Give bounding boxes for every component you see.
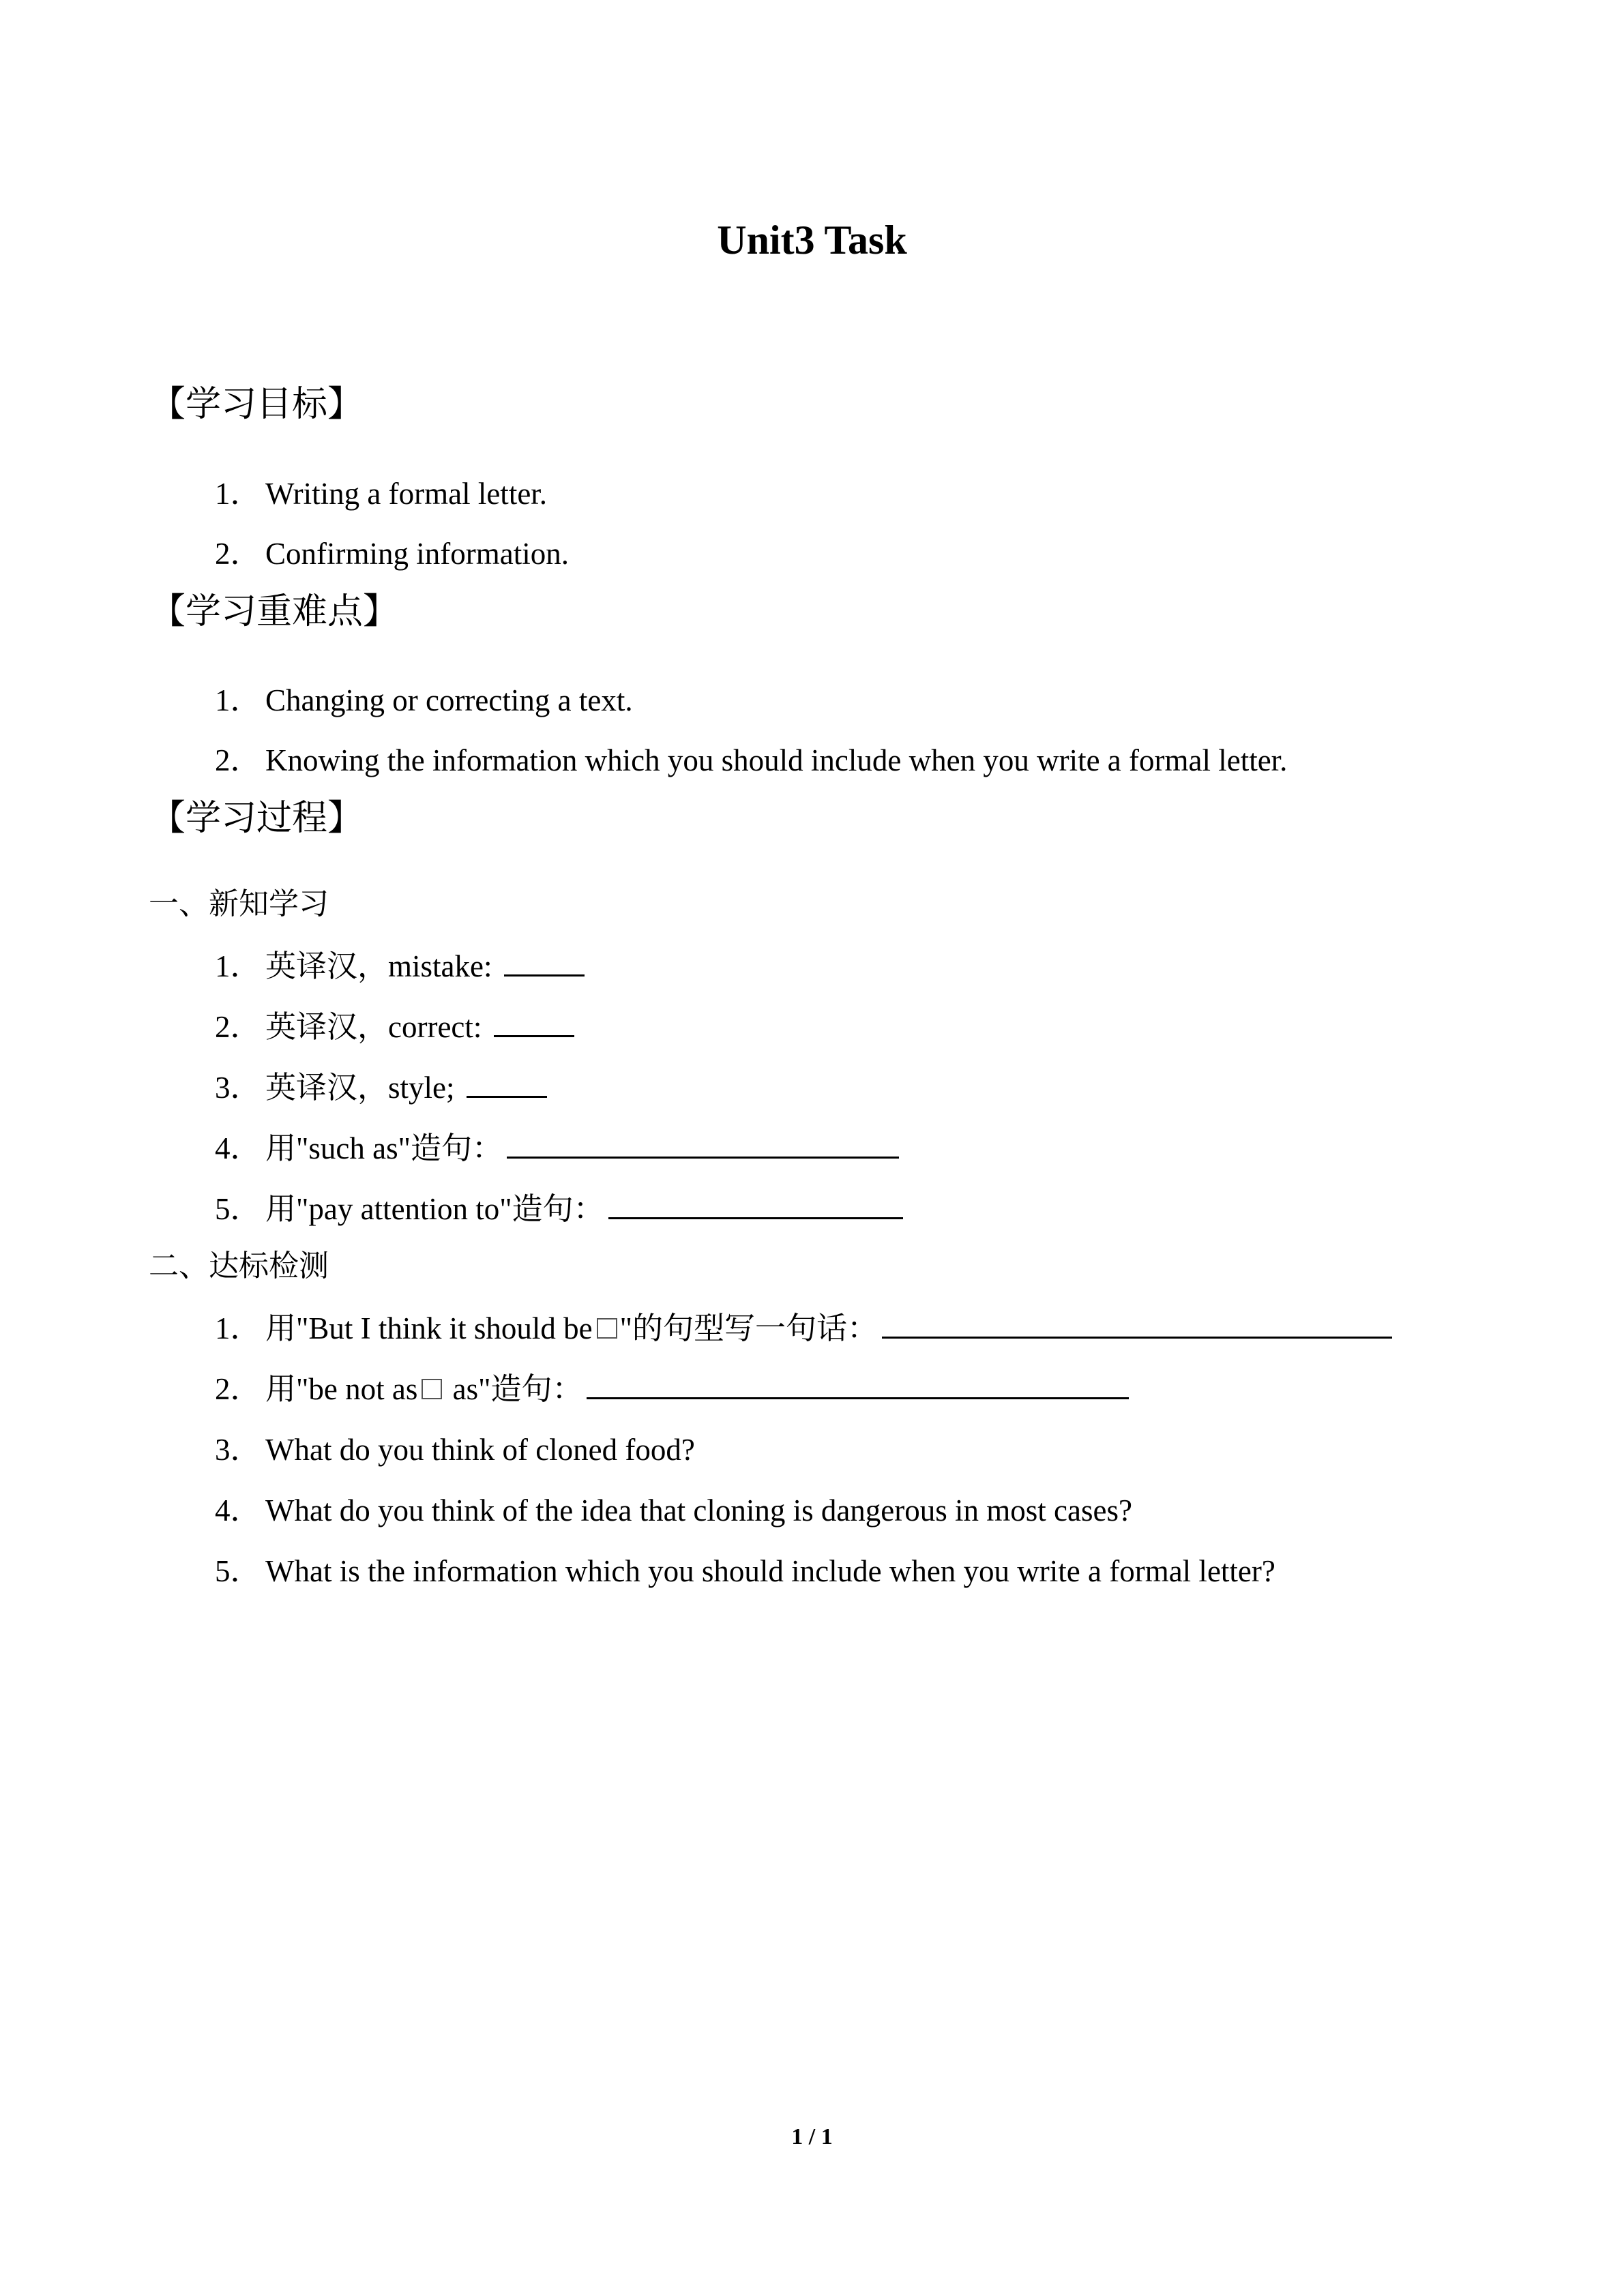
new-knowledge-item-3 [215,1067,547,1108]
item-text-after: as"造句： [445,1372,583,1406]
assessment-item-1 [215,1308,1392,1349]
item-text: Writing a formal letter. [265,477,548,511]
assessment-item-2 [215,1369,1129,1410]
item-text-before: 用"be not as [265,1372,418,1406]
answer-blank[interactable] [507,1129,899,1159]
item-number: 5． [215,1192,261,1226]
placeholder-box-icon [422,1379,442,1399]
item-text: Confirming information. [265,537,569,571]
placeholder-box-icon [597,1318,617,1339]
item-number: 2． [215,1010,261,1044]
key-point-item-1 [215,680,633,721]
assessment-item-5 [215,1551,1275,1592]
subheading-new-knowledge: 一、新知学习 [149,886,329,921]
item-number: 2． [215,537,261,571]
section-heading-key-points: 【学习重难点】 [150,591,399,632]
answer-blank[interactable] [504,947,585,976]
item-number: 1． [215,683,261,717]
item-number: 4． [215,1131,261,1165]
document-title: Unit3 Task [717,218,907,263]
item-number: 4． [215,1493,261,1527]
item-text: 用"pay attention to"造句： [265,1192,604,1226]
item-text: 英译汉，correct: [265,1010,490,1044]
new-knowledge-item-4 [215,1128,899,1169]
item-text: 英译汉，mistake: [265,949,500,983]
item-number: 3． [215,1071,261,1105]
answer-blank[interactable] [494,1008,574,1037]
answer-blank[interactable] [608,1190,903,1219]
item-number: 5． [215,1554,261,1588]
item-number: 1． [215,477,261,511]
subheading-assessment: 二、达标检测 [149,1249,329,1283]
page-number: 1 / 1 [791,2124,833,2149]
item-number: 2． [215,1372,261,1406]
item-text-after: "的句型写一句话： [619,1311,878,1345]
new-knowledge-item-2 [215,1007,574,1047]
item-text-before: 用"But I think it should be [265,1311,593,1345]
item-text: 英译汉，style; [265,1071,462,1105]
new-knowledge-item-5 [215,1189,903,1229]
objective-item-1 [215,473,547,514]
item-text: 用"such as"造句： [265,1131,503,1165]
section-heading-process: 【学习过程】 [150,798,364,839]
new-knowledge-item-1 [215,946,585,987]
item-number: 2． [215,743,261,777]
answer-blank[interactable] [467,1069,547,1098]
key-point-item-2 [215,740,1287,781]
item-text: What do you think of cloned food? [265,1433,695,1467]
assessment-item-4 [215,1490,1132,1531]
item-text: What do you think of the idea that cloning is dangerous in most cases? [265,1493,1132,1527]
item-number: 1． [215,949,261,983]
objective-item-2 [215,533,569,574]
item-number: 3． [215,1433,261,1467]
assessment-item-3 [215,1429,695,1470]
answer-blank[interactable] [882,1309,1392,1339]
item-text: Changing or correcting a text. [265,683,633,717]
section-heading-objectives: 【学习目标】 [150,384,364,425]
answer-blank[interactable] [587,1370,1129,1399]
item-text: What is the information which you should include when you write a formal letter? [265,1554,1275,1588]
item-text: Knowing the information which you should include when you write a formal letter. [265,743,1288,777]
item-number: 1． [215,1311,261,1345]
